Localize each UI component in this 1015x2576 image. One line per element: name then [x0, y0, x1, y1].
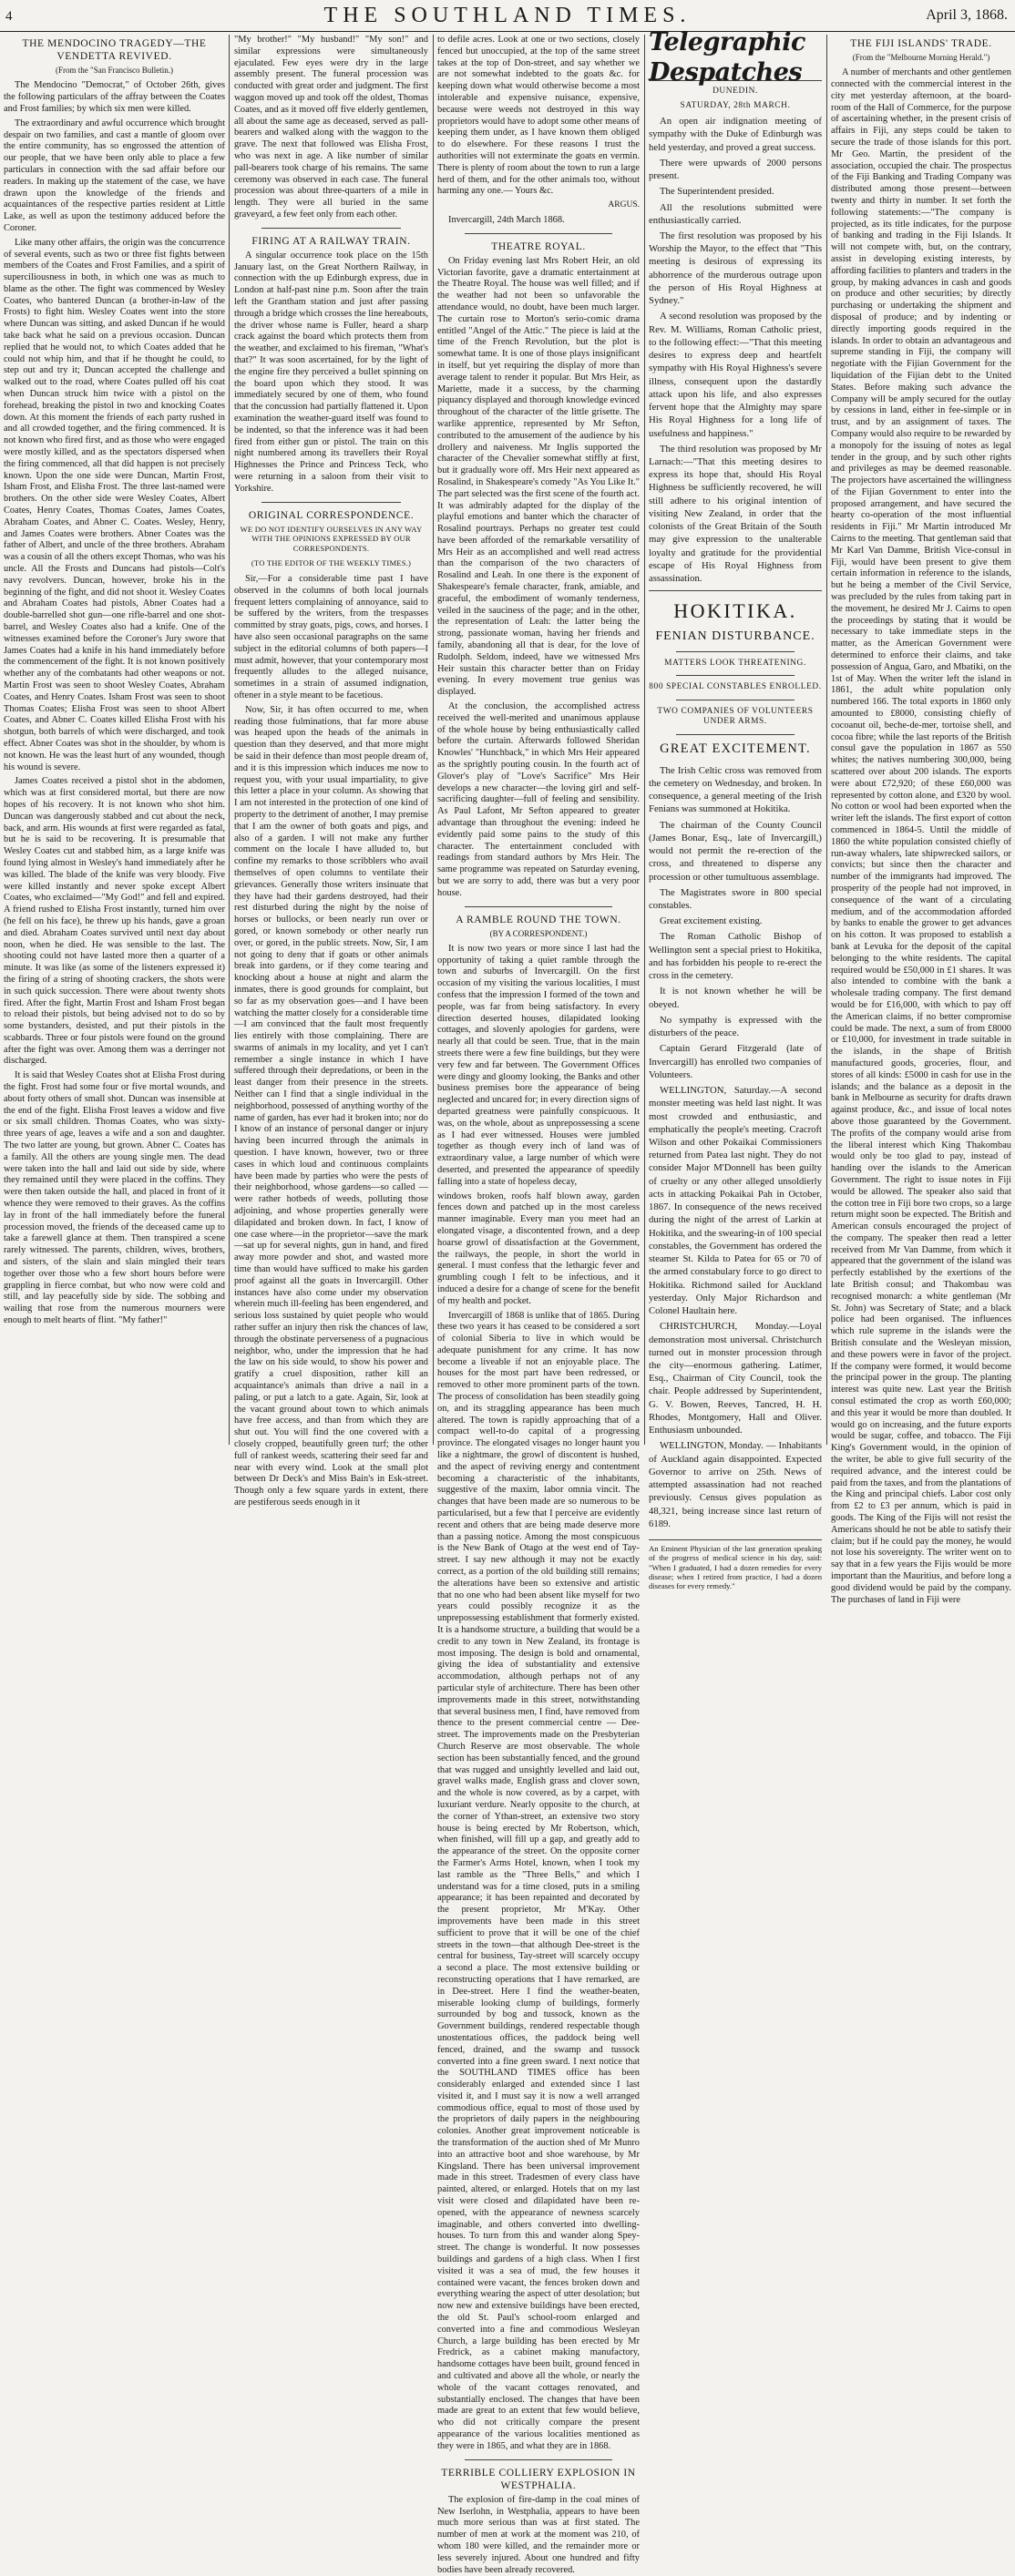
- section-heading: HOKITIKA.: [673, 599, 797, 623]
- paragraph: The extraordinary and awful occurrence which brought despair on two families, and cast a mantle of gloom over the entire community, has so engrossed the attention of our people, that we have been only able to place a few particulars in connection with the sad affair before our readers. In making up the statement of the case, we have drawn upon the knowledge of the friends and acquaintances of the respective parties resident at Little Lake, as well as upon the testimony adduced before the Coroner.: [4, 118, 225, 233]
- paragraph: windows broken, roofs half blown away, garden fences down and patched up in the most careless manner imaginable. Every man you meet had an elongated visage, a discontented frown, and a deep hoarse growl of dissatisfaction at the Government, the railways, the people, in short the world in general. I must confess that the lethargic fever and grumbling cough I felt to be infectious, and it induced a desire for a change of scene for the benefit of my health and pocket.: [437, 1191, 640, 1306]
- article-byline: (BY A CORRESPONDENT.): [489, 928, 588, 938]
- article-source: (From the "Melbourne Morning Herald."): [852, 53, 990, 63]
- subheading: FENIAN DISTURBANCE.: [655, 629, 815, 644]
- paragraph: The Mendocino "Democrat," of October 26th, gives the following particulars of the affray between the Coates and Frost families; by which six men were killed.: [4, 80, 225, 114]
- paragraph: A second resolution was proposed by the Rev. M. Williams, Roman Catholic priest, to the following effect:—"That this meeting desires to express deep and heartfelt sympathy with His Royal Highness's severe illness, consequent upon the dastardly attack upon his life, and also expresses fervent hope that the Almighty may spare His Royal Highness for a long life of usefulness and happiness.": [649, 311, 822, 439]
- paragraph: The first resolution was proposed by his Worship the Mayor, to the effect that "This meeting is desirous of expressing its abhorrence of the murderous outrage upon the person of His Royal Highness at Sydney.": [649, 230, 822, 307]
- column-rule: [644, 35, 645, 1445]
- footnote: An Eminent Physician of the last generation speaking of the progress of medical science in his day, said: "When I graduated, I had a dozen remedies for every disease; when I retired from practice, I had a dozen diseases for every remedy.": [649, 1539, 822, 1591]
- paragraph: to defile acres. Look at one or two sections, closely fenced but unoccupied, at the top of the same street takes at the top of Don-street, and say whether we are not somewhat indebted to the goats &c. for keeping down what would otherwise become a most intolerable and expensive nuisance, expensive, because were weeds not destroyed in this way proprietors would have to adopt some other means of keeping them under, as I have known them obliged to do elsewhere. For these reasons I trust the authorities will not exterminate the goats en vermin. There is plenty of room about the town to run a large herd of them, and for the other animals too, without harming any one.— Yours &c.: [437, 35, 640, 197]
- paragraph: All the resolutions submitted were enthusiastically carried.: [649, 201, 822, 226]
- subheading: GREAT EXCITEMENT.: [660, 741, 811, 756]
- issue-date: April 3, 1868.: [926, 7, 1008, 23]
- paragraph: The third resolution was proposed by Mr Larnach:—"That this meeting desires to express its hope that, should His Royal Highness be sufficiently recovered, he will still adhere to his original intention of visiting New Zealand, in order that the colonists of the Great Britain of the South may give expression to the unalterable loyalty and gratitude for the providential escape of His Royal Highness from assassination.: [649, 443, 822, 585]
- divider: [676, 734, 795, 735]
- divider: [676, 651, 795, 652]
- subheading: 800 SPECIAL CONSTABLES ENROLLED.: [649, 682, 822, 692]
- column-3: [437, 35, 640, 2575]
- divider: [465, 233, 612, 234]
- column-1: [4, 35, 225, 1445]
- paragraph: Now, Sir, it has often occurred to me, when reading those fulminations, that far more abuse was heaped upon the heads of the animals in question than they deserved, and that more might be said in their defence than most people dream of, and it is this impression which induces me now to request you, with your usual impartiality, to give this letter a place in your column. As showing that I am not interested in the protection of one kind of property to the detriment of another, I may premise that I am the owner of both goats and pigs, and also of a garden. I will not make any further comment on the locale I have alluded to, but confine my remarks to those scribblers who avail themselves of open columns to ventilate their grievances. Generally those writers insinuate that they have had their gardens destroyed, had their rest disturbed during the night by the noise of horses or bullocks, or been nearly run over or gored, or known somebody or other nearly run over, or gored, in the public streets. Now, Sir, I am not going to deny that if goats or other animals break into gardens, or if they come tearing and knocking about a house at night and alarm the inmates, there is good grounds for complaint, but so far as my observation goes—and I have been watching the matter closely for a considerable time—I am convinced that the fault most frequently lies entirely with those complaining. There are swarms of animals in my locality, and yet I can't remember a single instance in which I have suffered through their depredations, or been in the least danger from their presence in the streets. Neither can I find that a single individual in the neighborhood, possessed of anything worthy of the name of garden, has ever had it broken into; nor do I know of an instance of personal danger or injury having been incurred through the animals in question. I have known, however, two or three cases in which loud and continuous complaints have been made by parties who were the pests of their neighborhood, whose gardens—so called —were rather hotbeds of weeds, polluting those adjoining, and whose properties generally were dilapidated and broken down. In fact, I know of one case where—in the proprietor—save the mark—sat up for several nights, gun in hand, and fired away more powder and shot, and wasted more time than would have sufficed to make his garden proof against all the goats in Invercargill. Other instances have also come under my observation wherein much ill-feeling has been engendered, and serious loss sustained by quiet people who would rather suffer an injury then risk the chances of law, through the obstinate perverseness of a pugnacious neighbor, who, under the impression that he had the law on his side would, to show his power and gratify a cruel disposition, rather kill an acquaintance's animals than drive a nail in a paling, or put a latch to a gate. Again, Sir, look at the vacant ground about town to which animals have free access, and than from which they are shut out. You will find the one covered with a closely cropped, beautifully green turf; the other full of rankest weeds, scattering their seed far and near with every wind. Look at the small plot between Dr Deck's and Miss Bain's in Esk-street. Though only a few square yards in extent, there are pestiferous seeds enough in it: [234, 704, 428, 1508]
- column-rule: [229, 35, 230, 1445]
- article-heading: FIRING AT A RAILWAY TRAIN.: [251, 235, 411, 247]
- paragraph: At the conclusion, the accomplished actress received the well-merited and unanimous applause of the whole house by being enthusiastically called before the curtain. Afterwards followed Sheridan Knowles' "Hunchback," in which Mrs Heir appeared as the sprightly pouting cousin. In the fourth act of Glover's play of "Love's Sacrifice" Mrs Heir develops a new character—the loving girl and self-sacrificing daughter—full of feeling and sensibility. As Paul Lafont, Mr Sefton appeared to greater advantage than throughout the evening: indeed he evidently paid some pains to the study of this character. The entertainment concluded with readings from standard authors by Mrs Heir. The same programme was repeated on Saturday evening, but we are sorry to add, there was but a very poor house.: [437, 701, 640, 898]
- divider: [261, 502, 401, 503]
- paragraph: The Irish Celtic cross was removed from the cemetery on Wednesday, and broken. In consequence, a general meeting of the Irish Fenians was summoned at Hokitika.: [649, 764, 822, 815]
- article-heading: THEATRE ROYAL.: [491, 240, 586, 252]
- subheading: MATTERS LOOK THREATENING.: [664, 658, 806, 668]
- paragraph: On Friday evening last Mrs Robert Heir, an old Victorian favorite, gave a dramatic entertainment at the Theatre Royal. The house was well filled; and if the weather had not been so unfavorable the attendance would, no doubt, have been much larger. The curtain rose to Morton's serio-comic drama entitled "Angel of the Attic." The piece is laid at the time of the French Revolution, but the plot is somewhat tame. It is one of those plays insignificant in itself, but yet requiring the display of more than average talent to render it popular. But Mrs Heir, as Mariette, made it a success, by the charming piquancy displayed and thorough knowledge evinced throughout of the character of the little grisette. The warlike apprentice, represented by Mr Sefton, contributed to the amusement of the audience by his drollery and naiveness. Mr Inglis supported the character of the Chevalier somewhat stiffly at first, but it gradually wore off. Mrs Heir next appeared as Rosalind, in Shakespeare's comedy "As You Like It." The part selected was the first scene of the fourth act. It was admirably adapted for the display of the playful emotions and banter which the character of Rosalind pourtrays. Perhaps no greater test could have been afforded of the remarkable versatility of Mrs Heir as an accomplished and well read actress than the comparison of the two characters of Rosalind and Leah. In one there is the exponent of Shakespeare's female character, frank, amiable, and graceful, the embodiment of womanly tenderness, veiled in the sauciness of the page; and in the other, the representation of Leah: the latter being the strong, passionate woman, having her friends and family, abandoning all that is dear, for the love of Rudolph. Seldom, indeed, have we witnessed Mrs Heir sustain this character better than on Friday evening. In every movement true genius was displayed.: [437, 255, 640, 698]
- article-heading: THE FIJI ISLANDS' TRADE.: [850, 38, 992, 49]
- paragraph: The Roman Catholic Bishop of Wellington sent a special priest to Hokitika, and has forbidden his people to re-erect the cross in the cemetery.: [649, 931, 822, 982]
- column-5: [831, 35, 1011, 1605]
- telegraphic-masthead: Telegraphic Despatches: [649, 35, 822, 81]
- paragraph: WELLINGTON, Monday. — Inhabitants of Auckland again disappointed. Expected Governor to arrive on 25th. News of attempted assassination had not reached previously. Census gives population as 48,321, being increase since last return of 6189.: [649, 1440, 822, 1529]
- column-2: [234, 35, 428, 1508]
- paragraph: Invercargill of 1868 is unlike that of 1865. During these two years it has ceased to be considered a sort of colonial Siberia to live in which would be adequate punishment for any crime. It has now become a liveable if not an enjoyable place. The houses for the most part have been redressed, or removed to other more prominent parts of the town. The process of consolidation has been steadily going on, and its straggling appearance has been much altered. The town is rapidly approaching that of a compact well-to-do capital of a progressing province. The elongated visages no longer haunt you like a nightmare, the growl of discontent is hushed, and the aspect of reviving energy and contentment becoming a characteristic of the inhabitants, suggestive of the maxim, labor omnia vincit. The changes that have been made are so numerous to be particularised, but a few that I perceive are evidently recent and others that are being made deserve more than a passing notice. Among the most conspicuous is the New Bank of Otago at the west end of Tay-street. I say new although it may not be exactly correct, as a portion of the old building still remains; the alterations have been so extensive and artistic that no one who had been absent like myself for two years could possibly recognize it as the unprepossessing establishment that formerly existed. It is a handsome structure, a building that would be a credit to any town in New Zealand, its frontage is most imposing. The design is bold and ornamental, giving the idea of substantiality and extensive accommodation, although perhaps not of any particular style of architecture. There has been other improvements made in this street, notwithstanding that several business men, I find, have removed from thence to the present commercial centre — Dee-street. The improvements made on the Presbyterian Church Reserve are most observable. The whole section has been substantially fenced, and the ground that was rugged and unsightly levelled and laid out, gravel walks made, English grass and clover sown, and the whole is now covered, as by a carpet, with luxuriant verdure. Nearly opposite to the church, at the corner of Ythan-street, an extensive two story house is being erected by Mr Robertson, which, when finished, will fill up a gap, and greatly add to the appearance of the street. On the opposite corner the Farmer's Arms Hotel, known, when I took my last ramble as the "Three Bells," and which I understand was for a time closed, puts in a smiling appearance; it has been repainted and decorated by the present proprietor, Mr M'Kay. Other improvements have been made in this street sufficient to prove that it will be one of the chief streets in the town—that although Dee-street is the central for business, Tay-street will scarcely occupy a second a place. The most extensive building or reconstructing operations that I have remarked, are in Dee-street. Here I find the weather-beaten, miserable looking clump of buildings, formerly surrounded by bog and tussock, known as the Government buildings, rendered respectable though unostentatious offices, the paddock being well fenced, drained, and the swamp and tussock converted into a fine green sward. I next notice that the SOUTHLAND TIMES office has been considerably enlarged and extended since I last visited it, and I must say it is now a well arranged commodious office, equal to most of those used by the proprietors of daily papers in the neighbouring colonies. Another great improvement noticeable is the transformation of the auction shed of Mr Munro into an attractive boot and shoe warehouse, by Mr Kingsland. There has been universal improvement made in this street. Tradesmen of every class have painted, altered, or enlarged. Hotels that on my last visit were closed and dilapidated have been re-opened, with the appearance of newness scarcely imaginable, and others converted into dwelling-houses. To turn from this and wander along Spey-street. The change is wonderful. It now possesses buildings and gardens of a high class. When I first visited it was a sea of mud, the few houses it contained were vacant, the fences broken down and everything wearing the aspect of utter desolation; but now new and extensive buildings have been erected, the old St. Paul's school-room enlarged and converted into a fine and commodious Wesleyan Church, a large building has been erected by Mr Fredrick, as a cabinet making manufactory, handsome cottages have been built, ground fenced in and cultivated and above all the whole, or nearly the whole of the vacant cottages renovated, and substantially enclosed. The changes that have been made are great to an extent that few would believe, who did not critically compare the present appearance of the various localities mentioned as they were in 1865, and what they are in 1868.: [437, 1310, 640, 2451]
- paragraph: A singular occurrence took place on the 15th January last, on the Great Northern Railway, in connection with the up Edinburgh express, due in London at half-past nine p.m. Soon after the train left the Grantham station and just after passing through a bridge which crosses the line hereabouts, the driver whose name is Fuller, heard a sharp crack against the board which protects them from the weather, and exclaimed to his fireman, "What's that?" It was soon ascertained, for by the light of the engine fire they perceived a bullet spinning on the board upon which they stood. It was immediately secured by one of them, who found that the concussion had partially flattened it. Upon examination the weather-guard itself was found to be indented, so that the inference was it had been fired from either gun or pistol. The train on this night numbered among its travellers their Royal Highnesses the Prince and Princess Teck, who were returning in a saloon from their visit to Yorkshire.: [234, 250, 428, 494]
- paragraph: It is now two years or more since I last had the opportunity of taking a quiet ramble through the town and suburbs of Invercargill. On the first occasion of my visiting the various localities, I must confess that the impression I formed of the town and people, was far from being satisfactory. In every direction deserted houses, dilapidated looking cottages, and slovenly apologies for gardens, were nearly all that could be seen. True, that in the main streets there were a few fine buildings, but they were very few and far between. The Government Offices were dingy and gloomy looking, the Banks and other business premises bore the appearance of being neglected and uncared for; in every direction signs of departed greatness were painfully conspicuous. It was, on the whole, about as unprepossessing a scene as I had ever witnessed. Houses were jumbled together as though every inch of land was of extraordinary value, a large number of which were deserted, and presented the appearance of speedily falling into a state of hopeless decay,: [437, 943, 640, 1187]
- divider: [649, 590, 822, 591]
- article-heading: TERRIBLE COLLIERY EXPLOSION IN WESTPHALIA.: [441, 2467, 636, 2491]
- paragraph: Great excitement existing.: [660, 915, 763, 927]
- divider: [261, 228, 401, 229]
- divider: [465, 906, 612, 907]
- divider: [465, 2459, 612, 2460]
- paragraph: Sir,—For a considerable time past I have observed in the columns of both local journals frequent letters complaining of annoyance, said to be suffered by the writers, from the trespasses committed by stray goats, pigs, cows, and horses. I have also seen occasional paragraphs on the same subject in the editorial columns of both papers—I must admit, however, that your contemporary most frequently alludes to the alleged nuisance, sometimes in a strain of assumed indignation, oftener in a style meant to be facetious.: [234, 574, 428, 700]
- paragraph: The explosion of fire-damp in the coal mines of New Iserlohn, in Westphalia, appears to have been much more serious than was at first stated. The number of men at work at the moment was 210, of whom 180 were killed, and the remainder more or less severely injured. About one hundred and fifty bodies have been already recovered.: [437, 2494, 640, 2575]
- paragraph: The chairman of the County Council (James Bonar, Esq., late of Invercargill,) would not permit the re-erection of the cross, and threatened to disperse any procession or other tumultuous assemblage.: [649, 819, 822, 883]
- paragraph: The Superintendent presided.: [660, 186, 774, 198]
- paragraph: Captain Gerard Fitzgerald (late of Invercargill) has enrolled two companies of Volunteers.: [649, 1043, 822, 1080]
- page-number: 4: [5, 9, 13, 24]
- article-source: (From the "San Francisco Bulletin.): [56, 66, 173, 76]
- paragraph: It is not known whether he will be obeyed.: [649, 986, 822, 1010]
- article-heading: A RAMBLE ROUND THE TOWN.: [456, 914, 621, 925]
- paragraph: WELLINGTON, Saturday.—A second monster meeting was held last night. It was most crowded and enthusiastic, and emphatically the people's meeting. Cracroft Wilson and other Pokaikai Commissioners returned from Patea last night. They do not consider Major M'Donnell has been guilty of cruelty or any other alleged unsoldierly acts in attacking Pokaikai Pah in October, 1867. In consequence of the news received during the night of the arrest of Larkin at Hokitika, and the swearing-in of 100 special constables, the Government has ordered the steamer St. Kilda to Patea for 65 or 70 of the armed constabulary force to go direct to Hokitika. Richmond sailed for Auckland yesterday. Only Major Richardson and Colonel Haultain here.: [649, 1085, 822, 1317]
- section-date: SATURDAY, 28th MARCH.: [680, 100, 791, 110]
- paragraph: A number of merchants and other gentlemen connected with the commercial interest in the city met yesterday afternoon, at the board-room of the Hall of Commerce, for the purpose of ascertaining whether, in the present crisis of affairs in Fiji, any steps could be taken to secure the trade of those islands for this port. Mr Geo. Martin, the president of the association, occupied the chair. The prospectus of the Fiji Banking and Trading Company was distributed among those present—between twenty and thirty in number. It set forth the following statements:—"The company is projected, as its title indicates, for the purpose of banking and trading in the Fiji Islands. It will not compete with, but, on the contrary, assist in developing existing interests, by affording facilities to planters and traders in the group, by making advances in cash and goods on produce and other securities; by directly purchasing or undertaking the shipment and disposal of produce; and by indenting or directly importing goods required in the islands. In order to obtain an advantageous and supreme standing in Fiji, the company will negotiate with the Fijian Government for the liquidation of the Fijian debt to the United States. Before making such advance the Company will be amply secured for the outlay by cessions in land, either in fee-simple or in trust, and by an assignment of taxes. The Company would also require to be rewarded by a monopoly for the issuing of notes as legal tender in the group, and by such other rights and privileges as may be deemed reasonable. The projectors have ascertained the willingness of the Fijian Government to enter into the proposed arrangement, and have secured the hearty co-operation of the most influential residents in Fiji." Mr Martin introduced Mr Cairns to the meeting. That gentleman said that Mr Karl Van Damme, British Vice-consul in Fiji, would have been present to give them certain information in reference to the islands, but he being a member of the Civil Service, was precluded by the rules from taking part in the movement, he desired Mr J. Cairns to open the proceedings by stating that it would be necessary to take immediate steps in the matter, as the American Government were determined to enforce their claims, and take possession of Angua, Garo, and Mbatiki, on the 1st of May. When the writer left the island in 1861, the adult white population only numbered 166. The total exports in 1860 only amounted to £8000, consisting chiefly of cocoanut oil, beche-de-mer, tortoise shell, and cocoa fibre; while the last reports of the British consul gave the population in 1867 as 550 whites; the natives numbering 300,000, being scattered over about 200 islands. The exports were about £72,920; of these £60,000 was represented by cotton alone, and £320 by wool. No cotton or wool had been exported when the writer left the islands. The first export of cotton commenced in 1864-5. Until the middle of 1860 the white population consisted chiefly of run-away whalers, late shipwrecked sailors, or convicts; but since then the character and number of the immigrants had improved. The prosperity of the people had not improved, in consequence of the want of a circulating medium, and of the accommodation afforded by banks to enable the grower to get advances on his cotton. It was proposed to establish a bank at Levuka for the deposit of the capital belonging to the white residents. The capital required would be £50,000 in £1 shares. It was also intended to combine with the bank a wholesale trading company. The first demand would be for £16,000, with which to pay off the American claims, if no better compromise could be made. The next, a sum of from £8000 or £10,000, for investment in trade suitable in the islands, in the shape of British manufactured goods, groceries, flour, and stores of all kinds: £5000 in cash for use in the islands; and the balance as a deposit in the bank in Melbourne as security for drafts drawn against produce, &c., and issue of local notes above those guaranteed by the Government. The profits of the company would arise from the liberal interest which King Thakombau would only be too glad to pay, instead of handing over the islands to the American Government. The right to issue notes in Fiji would be allowed. The speaker also said that the cotton tree in Fiji bore two crops, so a large return might soon be expected. The British and American consuls encouraged the project of the company. The speaker then read a letter received from Mr Van Damme, from which it appeared that the government of the island was perfectly established by the exertions of the late British consul; and Thakombau was recognised monarch: a white gentleman (Mr St. John) was Secretary of State; and a black police had been organised. The influences which rule supreme in the islands were the British consulate and the Wesleyan mission, and these powers were in favor of the project. If the company were formed, it would become the principal power in the group. The planting interest was quite new. Last year the British consul estimated the crop as worth £60,000; and this year it would be more than doubled. It would go on increasing, and the future exports would be sugar, coffee, and tobacco. The Fiji King's Government would, in the opinion of the writer, be able to give full security of the required advance, and the interest could be paid from the taxes, and from the plantations of the King and principal chiefs. Labor cost only from £2 to £3 per annum, which is paid in goods. The King of the Fijis will not resist the Americans should he not be able to satisfy their claim; but if he could pay the money, he would not lose his sovereignty. The writer went on to say that in a few years the Fijis would be more important than the Mauritius, and before long a good dividend would be paid by the company. The purchases of land in Fiji were: [831, 67, 1011, 1605]
- paragraph: An open air indignation meeting of sympathy with the Duke of Edinburgh was held yesterday, and proved a great success.: [649, 116, 822, 153]
- masthead: [0, 0, 1015, 32]
- subheading: TWO COMPANIES OF VOLUNTEERS UNDER ARMS.: [657, 706, 814, 727]
- paragraph: There were upwards of 2000 persons present.: [649, 157, 822, 182]
- paragraph: It is said that Wesley Coates shot at Elisha Frost during the fight. Frost had some four or five mortal wounds, and about forty others of small shot. Duncan was insensible at the end of the fight. Elisha Frost leaves a widow and five or six small children. Thomas Coates, who was sixty-three years of age, leaves a wife and a son and daughter. The two latter are young, but grown. Abner C. Coates has a family. All the others are young single men. The dead were taken into the hall and laid out side by side, where they remained until they were placed in the coffins. They were then taken outside the hall, and placed in front of it whence they were removed to their graves. As the coffins lay in front of the hall immediately before the funeral procession moved, the friends of the deceased came up to take a farewell glance at them. Then transpired a scene rarely witnessed. The parents, children, wives, brothers, and sisters, of the slain and slain mingled their tears together over those who a few short hours before were grappling in fierce combat, but who now were cold and still, and lay peacefully side by side. The sobbing and wailing that rose from the numerous mourners were enough to melt hearts of flint. "My father!": [4, 1070, 225, 1326]
- column-rule: [433, 35, 434, 1445]
- paragraph: James Coates received a pistol shot in the abdomen, which was at first considered mortal, but there are now hopes of his recovery. It is not known who shot him. Duncan was dangerously stabbed and cut about the neck, back, and arm. His wounds at first were regarded as fatal, but he is said to be recovering. It is presumable that Wesley Coates cut and stabbed him, as a large knife was found lying almost in Wesley's hand immediately after he was killed. The blade of the knife was very bloody. Five were killed instantly and never spoke except Albert Coates, who exclaimed—"My God!" and fell and expired. A friend rushed to Elisha Frost instantly, turned him over (he fell on his face), he threw up his hands, gave a groan and died. Abraham Coates survived until next day about noon, when he died. He was sensible to the last. The shooting could not have lasted more then a quarter of a minute. It was like (as some of the listeners expressed it) the firing of a string of shooting crackers, the shots were in such quick succession. There were about twenty shots fired. After the fight, Martin Frost and Isham Frost began to reload their pistols, but being advised not to do so by some bystanders, desisted, and put their pistols in the scabbards. Three or four pistols were found on the ground after the fight was over. Among them was a derringer not discharged.: [4, 776, 225, 1067]
- paragraph: The Magistrates swore in 800 special constables.: [649, 886, 822, 912]
- paragraph: CHRISTCHURCH, Monday.—Loyal demonstration most universal. Christchurch turned out in monster procession through the city—enormous gathering. Latimer, Esq., Chairman of City Council, took the chair. People addressed by Superintendent, G. V. Bowen, Reeves, Tancred, H. H. Rhodes, Montgomery, Hall and Oliver. Enthusiasm unbounded.: [649, 1321, 822, 1436]
- editor-note: (TO THE EDITOR OF THE WEEKLY TIMES.): [251, 558, 412, 568]
- section-heading: DUNEDIN.: [713, 87, 758, 96]
- paragraph: "My brother!" "My husband!" "My son!" and similar expressions were simultaneously ejaculated. Few eyes were dry in the large assembly present. The funeral procession was conducted with great order and judgment. The first waggon moved up and took off the oldest, Thomas Coates, and as it moved off five elderly gentlemen, all about the same age as deceased, served as pall-bearers and walked along with the waggon to the grave. The next that followed was Elisha Frost, who was next in age. A like number of similar pall-bearers took charge of his remains. The same ceremony was observed in each case. The funeral procession was about three-quarters of a mile in length. They were all buried in the same graveyard, a few feet only from each other.: [234, 35, 428, 220]
- article-heading: ORIGINAL CORRESPONDENCE.: [248, 509, 415, 521]
- dateline: Invercargill, 24th March 1868.: [448, 214, 565, 225]
- paragraph: No sympathy is expressed with the disturbers of the peace.: [649, 1014, 822, 1039]
- article-heading: THE MENDOCINO TRAGEDY—THE VENDETTA REVIVED.: [22, 38, 207, 63]
- column-rule: [826, 35, 827, 1445]
- column-4: [649, 27, 822, 1591]
- signature: ARGUS.: [608, 200, 640, 210]
- paragraph: Like many other affairs, the origin was the concurrence of several events, such as two or three fist fights between members of the Coates and Frost Families, and a spirit of superciliousness in both, in which one was as much to blame as the other. The fight was commenced by Wesley Coates, who bantered Duncan (a brother-in-law of the Frosts) to fight him. Wesley Coates went into the store where Duncan was sitting, and asked Duncan if he would take back what he said on a previous occasion. Duncan replied that he would not, to which Coates added that he could not whip him, and that if he thought he could, to step out and try it; Duncan accepted the challenge and walked out to the road, where Coates pulled off his coat when Duncan struck him twice with a pistol on the forehead, breaking the pistol in two and knocking Coates down. At this moment the friends of each party rushed in and all crowded together, and the firing commenced. It is not known who fired first, and as those who were engaged were mostly killed, and as the spectators dispersed when the firing commenced, all that did happen is not precisely known. Upon the one side were Duncan, Martin Frost, Isham Frost, and Elisha Frost. The three last-named were brothers. On the other side were Wesley Coates, Albert Coates, Henry Coates, Thomas Coates, James Coates, Abraham Coates, and Abner C. Coates. Wesley, Henry, and James Coates were brothers. Abner Coates was the father of Albert, and uncle of the three brothers. Abraham was a cousin of all the others except Thomas, who was his uncle. All the Frosts and Duncans had pistols—Colt's navy revolvers. Duncan, however, broke his in the beginning of the fight, and did not shoot it. Wesley Coates and Abraham Coates had pistols, Abner Coates had a double-barrelled shot gun—one rifle-barrel and one shot-barrel, and Wesley Coates also had a knife. One of the witnesses examined before the Coroner's Jury swore that James Coates had a knife in his hand immediately before the commencement of the fight. It is not known positively whether any of the combatants had other weapons or not. Martin Frost was seen to shoot Wesley Coates, Abraham Coates, and Henry Coates. Isham Frost was seen to shoot Thomas Coates; Elisha Frost was seen to shoot Albert Coates, and Abner C. Coates killed Elisha Frost with his shotgun, both barrels of which were discharged, and took effect. Abner Coates was shot in the shoulder, by whom is not known. He was the least hurt of any wounded, though his wound is severe.: [4, 237, 225, 772]
- editor-note: WE DO NOT IDENTIFY OURSELVES IN ANY WAY WITH THE OPINIONS EXPRESSED BY OUR CORRESPONDENTS.: [240, 524, 423, 553]
- newspaper-title: THE SOUTHLAND TIMES.: [323, 4, 692, 27]
- divider: [676, 675, 795, 676]
